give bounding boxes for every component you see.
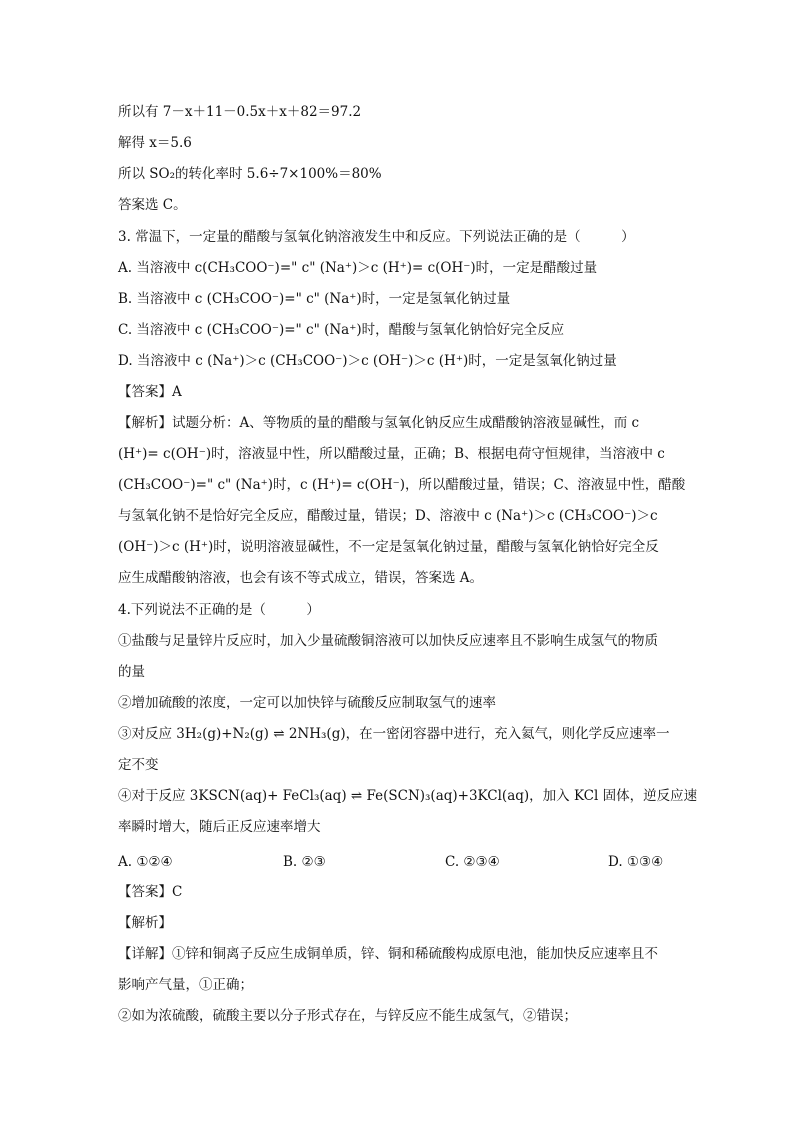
text-line: ②增加硫酸的浓度，一定可以加快锌与硫酸反应制取氢气的速率 [118,695,496,711]
text-line: ③对反应 3H₂(g)+N₂(g) ⇌ 2NH₃(g)，在一密闭容器中进行，充入氦气，则化学反应速率一 [118,726,670,742]
text-line: 【答案】A [118,384,182,400]
answer-option: A. ①②④ [118,854,173,870]
text-line: 定不变 [118,757,159,773]
text-line: 所以有 7－x＋11－0.5x＋x＋82＝97.2 [118,104,362,120]
text-line: 3. 常温下，一定量的醋酸与氢氧化钠溶液发生中和反应。下列说法正确的是（ ） [118,229,635,245]
answer-option: C. ②③④ [445,854,500,870]
text-line: D. 当溶液中 c (Na⁺)＞c (CH₃COO⁻)＞c (OH⁻)＞c (H⁺)时，一定是氢氧化钠过量 [118,353,617,369]
text-line: 与氢氧化钠不是恰好完全反应，醋酸过量，错误；D、溶液中 c (Na⁺)＞c (CH₃COO⁻)＞c [118,508,658,524]
text-line: 影响产气量，①正确； [118,977,253,993]
answer-option: B. ②③ [283,854,326,870]
text-line: ②如为浓硫酸，硫酸主要以分子形式存在，与锌反应不能生成氢气，②错误； [118,1008,577,1024]
text-line: (CH₃COO⁻)=" c" (Na⁺)时，c (H⁺)= c(OH⁻)，所以醋酸过量，错误；C、溶液显中性，醋酸 [118,477,686,493]
text-line: 【详解】①锌和铜离子反应生成铜单质，锌、铜和稀硫酸构成原电池，能加快反应速率且不 [118,946,658,962]
text-line: ①盐酸与足量锌片反应时，加入少量硫酸铜溶液可以加快反应速率且不影响生成氢气的物质 [118,633,658,649]
text-line: (H⁺)= c(OH⁻)时，溶液显中性，所以醋酸过量，正确；B、根据电荷守恒规律，当溶液中 c [118,446,665,462]
answer-option: D. ①③④ [608,854,664,870]
text-line: 率瞬时增大，随后正反应速率增大 [118,819,321,835]
text-line: B. 当溶液中 c (CH₃COO⁻)=" c" (Na⁺)时，一定是氢氧化钠过量 [118,291,511,307]
text-line: 答案选 C。 [118,197,187,213]
text-line: 4.下列说法不正确的是（ ） [118,602,320,618]
text-line: 的量 [118,664,145,680]
text-line: A. 当溶液中 c(CH₃COO⁻)=" c" (Na⁺)＞c (H⁺)= c(OH⁻)时，一定是醋酸过量 [118,260,598,276]
text-line: 应生成醋酸钠溶液，也会有该不等式成立，错误，答案选 A。 [118,570,484,586]
text-line: C. 当溶液中 c (CH₃COO⁻)=" c" (Na⁺)时，醋酸与氢氧化钠恰好完全反应 [118,322,565,338]
text-line: ④对于反应 3KSCN(aq)+ FeCl₃(aq) ⇌ Fe(SCN)₃(aq)+3KCl(aq)，加入 KCl 固体，逆反应速 [118,788,698,804]
text-line: (OH⁻)＞c (H⁺)时，说明溶液显碱性，不一定是氢氧化钠过量，醋酸与氢氧化钠恰好完全反 [118,539,659,555]
text-line: 【答案】C [118,884,183,900]
text-line: 所以 SO₂的转化率时 5.6÷7×100%＝80% [118,166,382,182]
text-line: 【解析】试题分析：A、等物质的量的醋酸与氢氧化钠反应生成醋酸钠溶液显碱性，而 c [118,415,640,431]
text-line: 【解析】 [118,915,172,931]
text-line: 解得 x＝5.6 [118,135,192,151]
